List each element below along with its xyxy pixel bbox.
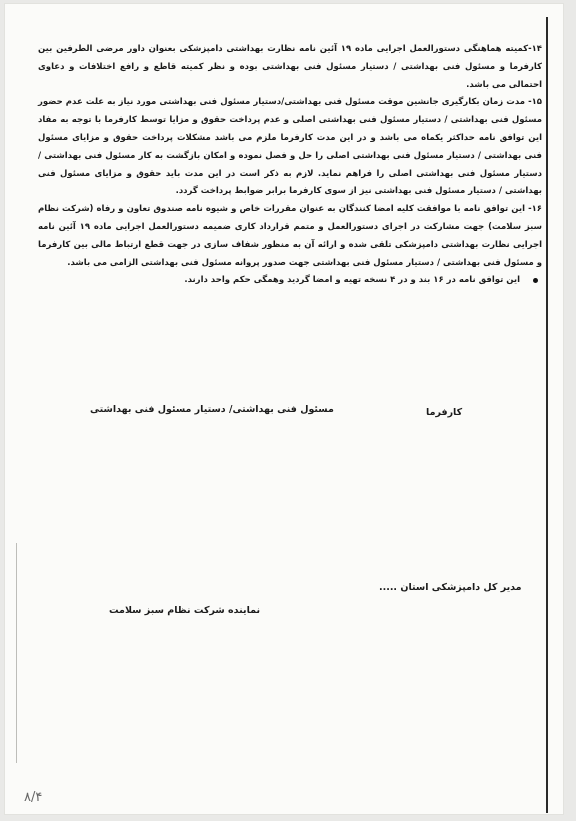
closing-bullet — [38, 272, 542, 290]
signature-technical-officer: مسئول فنی بهداشتی/ دستیار مسئول فنی بهداشتی — [90, 404, 334, 415]
page-number: ۸/۴ — [24, 790, 43, 805]
agreement-body — [38, 41, 542, 290]
clause-14: ۱۴-کمیته هماهنگی دستورالعمل اجرایی ماده ۱۹ آئین نامه نظارت بهداشتی دامپزشکی بعنوان داور مرضی الطرفین بین کارفرما و مسئول فنی بهداشتی / دستیار مسئول فنی بهداشتی بوده و نظر کمیته قاطع و رافع اختلافات و دعاوی احتمالی می باشد. — [38, 44, 542, 90]
clause-16: ۱۶- این توافق نامه با موافقت کلیه امضا کنندگان به عنوان مقررات خاص و شیوه نامه صندوق تعاون و رفاه (شرکت نظام سبز سلامت) جهت مشارکت در اجرای دستورالعمل و متمم قرارداد کاری ضمیمه دستورالعمل اجرایی ماده ۱۹ آئین نامه اجرایی نظارت بهداشتی دامپزشکی تلقی شده و ارائه آن به منظور شفاف سازی در جهت قطع ارتباط مالی بین کارفرما و مسئول فنی بهداشتی / دستیار مسئول فنی بهداشتی جهت صدور پروانه مسئول فنی بهداشتی الزامی می باشد. — [38, 204, 542, 268]
signature-company-representative: نماینده شرکت نظام سبز سلامت — [109, 605, 261, 616]
clause-15: ۱۵- مدت زمان بکارگیری جانشین موقت مسئول فنی بهداشتی/دستیار مسئول فنی بهداشتی مورد نیاز به علت عدم حضور مسئول فنی بهداشتی / دستیار مسئول فنی بهداشتی اصلی و عدم پرداخت حقوق و مزایا توسط کارفرما با توجه به مفاد این توافق نامه حداکثر یکماه می باشد و در این مدت کارفرما ملزم می باشد مشکلات پرداخت حقوق و مزایای مسئول فنی بهداشتی / دستیار مسئول فنی بهداشتی اصلی را حل و فصل نموده و امکان بازگشت به کار مسئول فنی بهداشتی / دستیار مسئول فنی بهداشتی اصلی را فراهم نماید. لازم به ذکر است در این مدت باید حقوق و مزایای مسئول فنی بهداشتی / دستیار مسئول فنی بهداشتی نیز از سوی کارفرما برابر ضوابط پرداخت گردد. — [38, 97, 542, 197]
page-border-line — [546, 17, 548, 813]
signature-province-director: مدیر کل دامپزشکی استان ..... — [379, 582, 522, 593]
closing-bullet-text: این توافق نامه در ۱۶ بند و در ۴ نسخه تهیه و امضا گردید وهمگی حکم واحد دارند. — [184, 275, 520, 286]
document-page — [4, 3, 564, 815]
bullet-icon — [533, 278, 538, 283]
page-edge-shadow — [16, 543, 17, 763]
signature-employer: کارفرما — [426, 407, 463, 418]
